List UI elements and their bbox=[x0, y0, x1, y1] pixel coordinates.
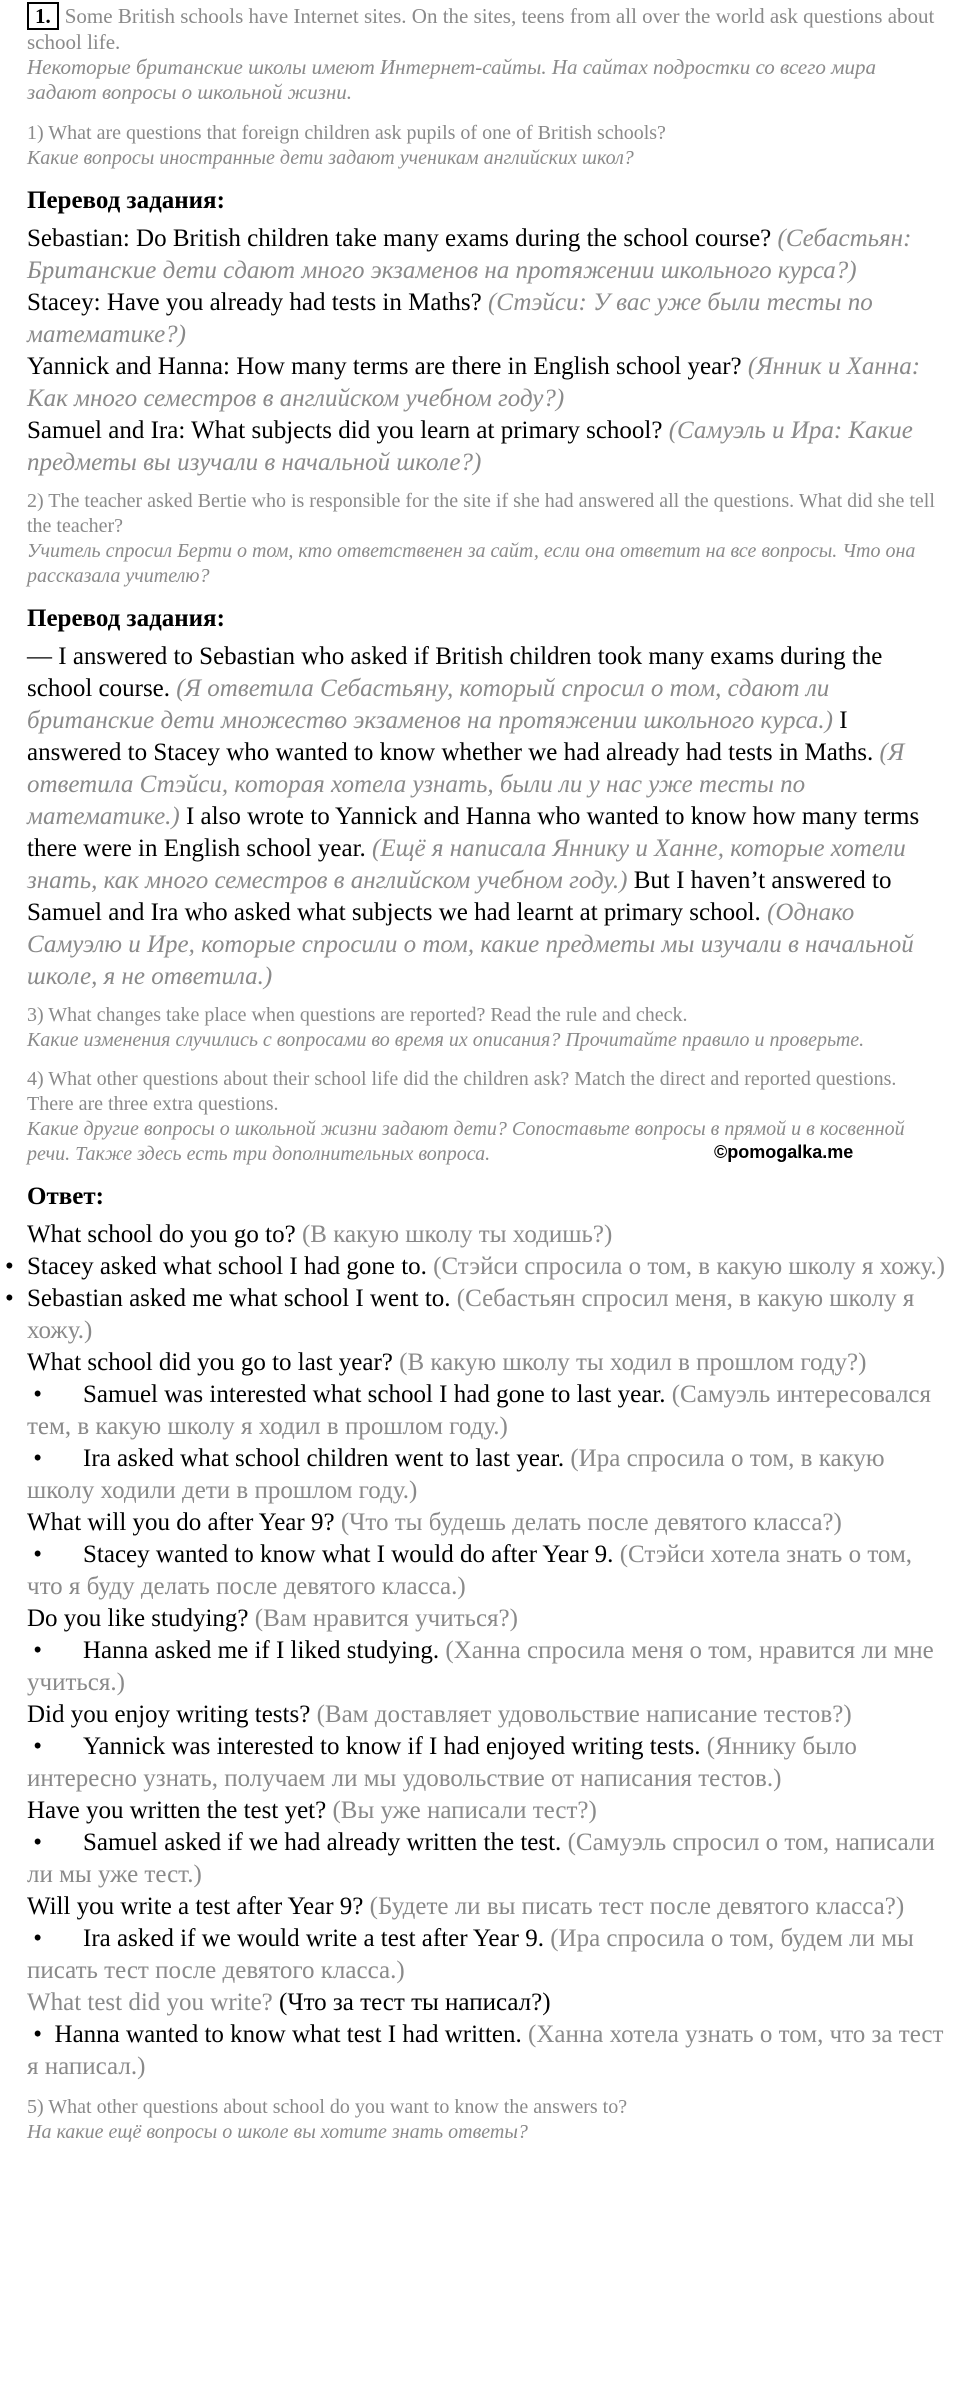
question-en: What school do you go to? bbox=[27, 1221, 296, 1248]
task-intro-ru: Некоторые британские школы имеют Интернет-сайты. На сайтах подростки со всего мира задают вопросы о школьной жизни. bbox=[27, 55, 877, 104]
dialogue-en: Samuel and Ira: What subjects did you learn at primary school? bbox=[27, 417, 663, 444]
answer-en: — I answered to Sebastian who asked if British children took many exams during the school course. bbox=[27, 643, 883, 702]
question-3: 3) What changes take place when questions are reported? Read the rule and check. bbox=[27, 1004, 688, 1026]
reported-ru: (Яннику было интересно узнать, получаем ли мы удовольствие от написания тестов.) bbox=[27, 1733, 857, 1792]
dialogue-line bbox=[27, 415, 947, 479]
task-intro-en: Some British schools have Internet sites. On the sites, teens from all over the world ask questions about school life. bbox=[27, 4, 935, 54]
reported-question bbox=[27, 2019, 947, 2083]
question-1: 1) What are questions that foreign children ask pupils of one of British schools? bbox=[27, 122, 666, 144]
reported-en: Samuel asked if we had already written the test. bbox=[83, 1829, 562, 1856]
bullet: • bbox=[27, 1445, 43, 1472]
direct-question bbox=[27, 1219, 947, 1251]
question-2: 2) The teacher asked Bertie who is responsible for the site if she had answered all the questions. What did she tell the teacher? bbox=[27, 490, 935, 537]
bullet: • bbox=[27, 1637, 43, 1664]
reported-en: Ira asked what school children went to last year. bbox=[83, 1445, 565, 1472]
bullet: • bbox=[27, 1925, 43, 1952]
q4-heading: Ответ: bbox=[27, 1183, 104, 1210]
reported-ru: (Самуэль спросил о том, написали ли мы уже тест.) bbox=[27, 1829, 935, 1888]
reported-ru: (Стэйси хотела знать о том, что я буду делать после девятого класса.) bbox=[27, 1541, 913, 1600]
q1-dialogue bbox=[27, 223, 947, 479]
task-intro bbox=[27, 2, 947, 55]
reported-ru: (Ира спросила о том, будем ли мы писать тест после девятого класса.) bbox=[27, 1925, 914, 1984]
reported-question bbox=[27, 1443, 947, 1507]
question-en: Have you written the test yet? bbox=[27, 1797, 327, 1824]
reported-ru: (Ханна хотела узнать о том, что за тест я написал.) bbox=[27, 2021, 944, 2080]
q2-answer bbox=[27, 641, 947, 993]
reported-ru: (Стэйси спросила о том, в какую школу я хожу.) bbox=[433, 1253, 945, 1280]
answer-ru: (Ещё я написала Яннику и Ханне, которые хотели знать, как много семестров в английском учебном году.) bbox=[27, 835, 906, 894]
answer-ru: (Я ответила Себастьяну, который спросил о том, сдают ли британские дети множество экзаменов на протяжении школьного курса.) bbox=[27, 675, 834, 734]
question-4: 4) What other questions about their school life did the children ask? Match the direct and reported questions. There are three extra questions. bbox=[27, 1068, 897, 1115]
answer-en: But I haven’t answered to Samuel and Ira who asked what subjects we had learnt at primary school. bbox=[27, 867, 892, 926]
reported-question bbox=[27, 1923, 947, 1987]
dialogue-line bbox=[27, 351, 947, 415]
dialogue-ru: (Себастьян: Британские дети сдают много экзаменов на протяжении школьного курса?) bbox=[27, 225, 912, 284]
reported-en: Samuel was interested what school I had gone to last year. bbox=[83, 1381, 666, 1408]
dialogue-en: Yannick and Hanna: How many terms are there in English school year? bbox=[27, 353, 742, 380]
question-ru: (В какую школу ты ходил в прошлом году?) bbox=[399, 1349, 867, 1376]
question-en: What school did you go to last year? bbox=[27, 1349, 393, 1376]
answer-ru: (Я ответила Стэйси, которая хотела узнать, были ли у нас уже тесты по математике.) bbox=[27, 739, 905, 830]
reported-en: Ira asked if we would write a test after Year 9. bbox=[83, 1925, 544, 1952]
direct-question bbox=[27, 1347, 947, 1379]
question-3-translation: Какие изменения случились с вопросами во время их описания? Прочитайте правило и проверьте. bbox=[27, 1029, 865, 1051]
question-1-translation: Какие вопросы иностранные дети задают ученикам английских школ? bbox=[27, 147, 634, 169]
question-ru: (Вам доставляет удовольствие написание тестов?) bbox=[316, 1701, 852, 1728]
question-en: What test did you write? bbox=[27, 1989, 273, 2016]
bullet: • bbox=[27, 1541, 43, 1568]
bullet: • bbox=[27, 1381, 43, 1408]
question-4-translation: Какие другие вопросы о школьной жизни задают дети? Сопоставьте вопросы в прямой и в косвенной речи. Также здесь есть три дополнительных вопроса. bbox=[27, 1118, 905, 1165]
reported-en: Yannick was interested to know if I had enjoyed writing tests. bbox=[83, 1733, 701, 1760]
question-2-translation: Учитель спросил Берти о том, кто ответственен за сайт, если она ответит на все вопросы. Что она рассказала учителю? bbox=[27, 540, 916, 587]
reported-question bbox=[27, 1635, 947, 1699]
reported-ru: (Себастьян спросил меня, в какую школу я хожу.) bbox=[27, 1285, 915, 1344]
task-number: 1. bbox=[27, 2, 59, 30]
reported-question bbox=[27, 1539, 947, 1603]
question-5-translation: На какие ещё вопросы о школе вы хотите знать ответы? bbox=[27, 2121, 528, 2143]
dialogue-line bbox=[27, 223, 947, 287]
document-page bbox=[27, 2, 947, 2145]
reported-ru: (Ира спросила о том, в какую школу ходили дети в прошлом году.) bbox=[27, 1445, 885, 1504]
q4-answer-list bbox=[27, 1219, 947, 2083]
dialogue-en: Stacey: Have you already had tests in Maths? bbox=[27, 289, 482, 316]
reported-ru: (Самуэль интересовался тем, в какую школу я ходил в прошлом году.) bbox=[27, 1381, 932, 1440]
reported-en: Stacey asked what school I had gone to. bbox=[27, 1253, 427, 1280]
direct-question bbox=[27, 1987, 947, 2019]
question-ru: (Что за тест ты написал?) bbox=[279, 1989, 551, 2016]
dialogue-line bbox=[27, 287, 947, 351]
question-en: What will you do after Year 9? bbox=[27, 1509, 335, 1536]
reported-en: Stacey wanted to know what I would do after Year 9. bbox=[83, 1541, 614, 1568]
direct-question bbox=[27, 1699, 947, 1731]
dialogue-ru: (Янник и Ханна: Как много семестров в английском учебном году?) bbox=[27, 353, 921, 412]
bullet: • bbox=[27, 2021, 55, 2048]
direct-question bbox=[27, 1891, 947, 1923]
question-en: Did you enjoy writing tests? bbox=[27, 1701, 311, 1728]
q2-heading: Перевод задания: bbox=[27, 605, 225, 632]
dialogue-ru: (Стэйси: У вас уже были тесты по математике?) bbox=[27, 289, 873, 348]
reported-question bbox=[27, 1283, 947, 1347]
answer-en: I also wrote to Yannick and Hanna who wanted to know how many terms there were in English school year. bbox=[27, 803, 920, 862]
q1-heading: Перевод задания: bbox=[27, 187, 225, 214]
direct-question bbox=[27, 1603, 947, 1635]
reported-question bbox=[27, 1251, 947, 1283]
dialogue-en: Sebastian: Do British children take many exams during the school course? bbox=[27, 225, 772, 252]
direct-question bbox=[27, 1507, 947, 1539]
reported-question bbox=[27, 1379, 947, 1443]
question-en: Will you write a test after Year 9? bbox=[27, 1893, 364, 1920]
reported-en: Hanna asked me if I liked studying. bbox=[83, 1637, 440, 1664]
question-5: 5) What other questions about school do you want to know the answers to? bbox=[27, 2096, 628, 2118]
question-en: Do you like studying? bbox=[27, 1605, 249, 1632]
reported-question bbox=[27, 1827, 947, 1891]
site-watermark: ©pomogalka.me bbox=[714, 1142, 854, 1162]
answer-ru: (Однако Самуэлю и Ире, которые спросили о том, какие предметы мы изучали в начальной школе, я не ответила.) bbox=[27, 899, 914, 990]
reported-en: Hanna wanted to know what test I had written. bbox=[54, 2021, 522, 2048]
bullet: • bbox=[27, 1829, 43, 1856]
dialogue-ru: (Самуэль и Ира: Какие предметы вы изучали в начальной школе?) bbox=[27, 417, 913, 476]
reported-question bbox=[27, 1731, 947, 1795]
question-ru: (Будете ли вы писать тест после девятого класса?) bbox=[369, 1893, 905, 1920]
question-ru: (В какую школу ты ходишь?) bbox=[301, 1221, 613, 1248]
reported-ru: (Ханна спросила меня о том, нравится ли мне учиться.) bbox=[27, 1637, 934, 1696]
bullet: • bbox=[27, 1733, 43, 1760]
reported-en: Sebastian asked me what school I went to. bbox=[27, 1285, 451, 1312]
question-ru: (Что ты будешь делать после девятого класса?) bbox=[340, 1509, 842, 1536]
answer-en: I answered to Stacey who wanted to know whether we had already had tests in Maths. bbox=[27, 707, 874, 766]
question-ru: (Вы уже написали тест?) bbox=[332, 1797, 597, 1824]
direct-question bbox=[27, 1795, 947, 1827]
question-ru: (Вам нравится учиться?) bbox=[254, 1605, 518, 1632]
